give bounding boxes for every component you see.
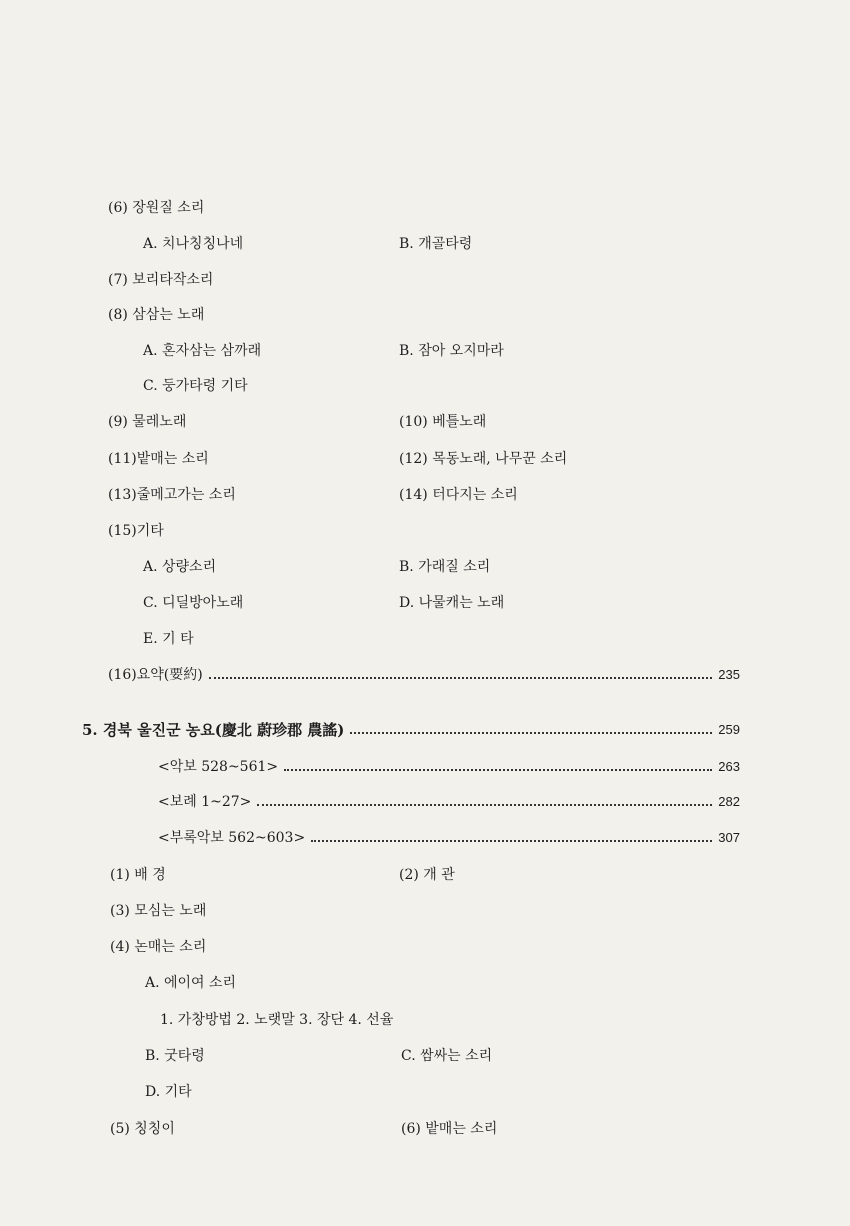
toc-entry: (4) 논매는 소리	[110, 939, 207, 955]
toc-entry: D. 나물캐는 노래	[399, 595, 505, 611]
toc-entry: A. 치나칭칭나네	[143, 236, 244, 252]
toc-entry: B. 잠아 오지마라	[399, 343, 504, 359]
toc-entry: (14) 터다지는 소리	[399, 487, 518, 503]
toc-entry: (11)밭매는 소리	[108, 451, 209, 467]
toc-entry: (6) 밭매는 소리	[401, 1121, 498, 1137]
toc-entry: (1) 배 경	[110, 867, 166, 883]
toc-entry: C. 둥가타령 기타	[143, 378, 248, 394]
toc-entry: C. 디딜방아노래	[143, 595, 244, 611]
page-number: 282	[718, 794, 740, 809]
page-number: 307	[718, 830, 740, 845]
leader-dots	[350, 732, 712, 734]
toc-entry: B. 굿타령	[145, 1048, 205, 1064]
toc-entry: C. 쌈싸는 소리	[401, 1048, 493, 1064]
leader-dots	[209, 677, 713, 679]
toc-entry-with-page	[158, 757, 740, 777]
toc-entry-with-page	[108, 665, 740, 685]
toc-entry-label: <부록악보 562~603>	[158, 830, 306, 846]
toc-entry-label: <악보 528~561>	[158, 759, 279, 775]
page-number: 263	[718, 759, 740, 774]
toc-entry: (12) 목동노래, 나무꾼 소리	[399, 451, 568, 467]
toc-entry: (7) 보리타작소리	[108, 272, 214, 288]
toc-entry: (9) 물레노래	[108, 414, 187, 430]
toc-entry: (5) 칭칭이	[110, 1121, 175, 1137]
toc-entry: (2) 개 관	[399, 867, 455, 883]
toc-entry-label: (16)요약(要約)	[108, 667, 203, 683]
toc-entry: (6) 장원질 소리	[108, 200, 205, 216]
leader-dots	[284, 769, 712, 771]
toc-entry: (3) 모심는 노래	[110, 903, 207, 919]
toc-entry: E. 기 타	[143, 631, 194, 647]
toc-entry: B. 가래질 소리	[399, 559, 491, 575]
page-number: 235	[718, 667, 740, 682]
toc-entry: A. 혼자삼는 삼까래	[143, 343, 262, 359]
toc-entry: (15)기타	[108, 523, 164, 539]
toc-entry: 1. 가창방법 2. 노랫말 3. 장단 4. 선율	[160, 1012, 394, 1028]
toc-entry-with-page	[158, 828, 740, 848]
section-title: 5. 경북 울진군 농요(慶北 蔚珍郡 農謠)	[82, 721, 345, 739]
toc-entry: B. 개골타령	[399, 236, 473, 252]
leader-dots	[257, 804, 712, 806]
toc-entry: A. 상량소리	[143, 559, 217, 575]
toc-entry-with-page	[158, 792, 740, 812]
toc-entry: D. 기타	[145, 1084, 192, 1100]
toc-entry: A. 에이여 소리	[145, 975, 237, 991]
toc-entry: (10) 베틀노래	[399, 414, 487, 430]
page-number: 259	[718, 722, 740, 737]
toc-entry: (8) 삼삼는 노래	[108, 307, 205, 323]
leader-dots	[311, 840, 712, 842]
section-heading	[82, 720, 740, 740]
toc-entry: (13)줄메고가는 소리	[108, 487, 236, 503]
toc-entry-label: <보례 1~27>	[158, 794, 252, 810]
